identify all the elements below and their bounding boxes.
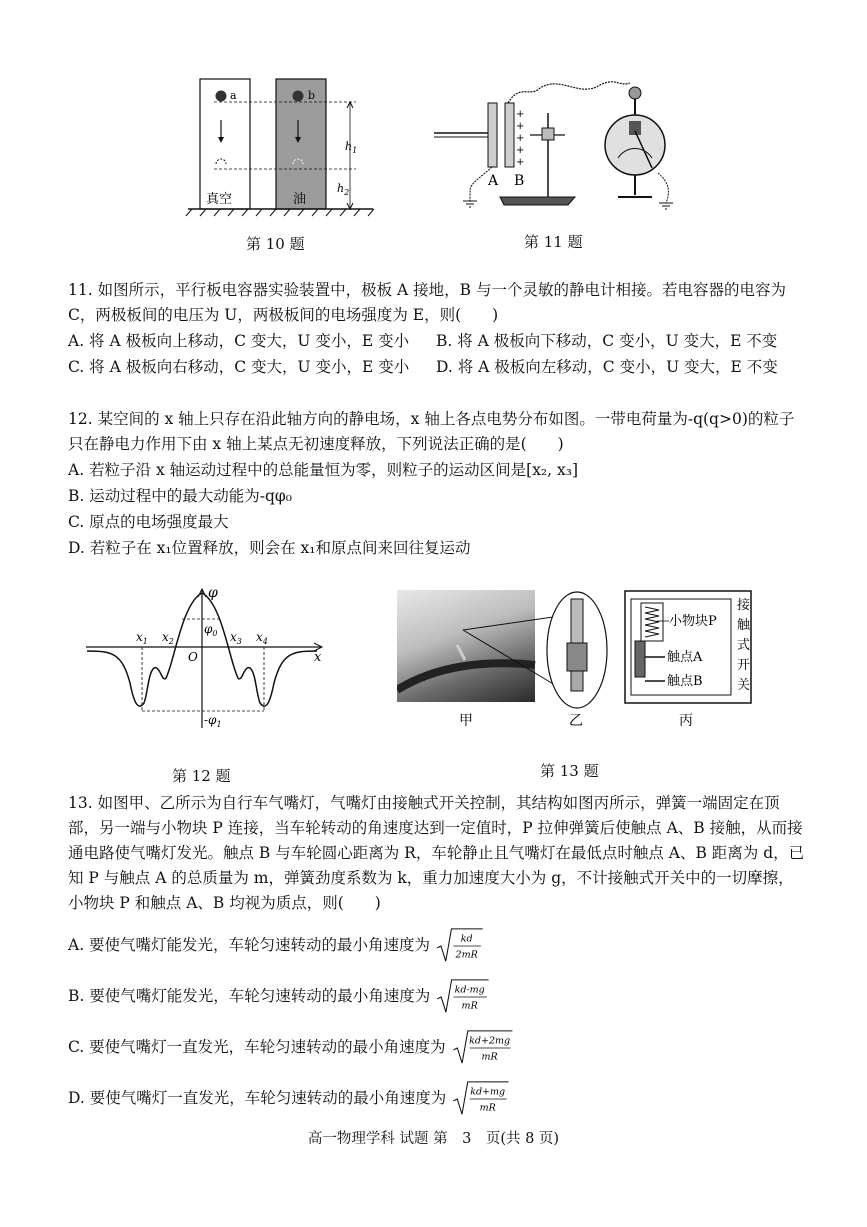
label-phi0: $\varphi_0$: [204, 622, 218, 638]
svg-text:+: +: [516, 145, 525, 156]
label-x2: $x_2$: [162, 630, 174, 646]
label-h2: $h_2$: [337, 182, 350, 197]
figure-10: [178, 75, 378, 220]
figure-11: [430, 73, 690, 223]
label-x-axis: x: [314, 650, 322, 665]
option-b: B. 将 A 极板向下移动，C 变小，U 变大，E 不变: [436, 332, 778, 350]
label-phi: φ: [208, 585, 218, 601]
sqrt-formula: [451, 1029, 515, 1067]
block-p: [635, 641, 645, 677]
sqrt-formula: [435, 978, 491, 1016]
label-origin: O: [188, 650, 198, 664]
figure-12: [82, 583, 332, 733]
label-block-p: 小物块P: [669, 614, 717, 629]
label-x3: $x_3$: [230, 630, 242, 646]
label-x1: $x_1$: [136, 630, 148, 646]
option-c: C. 原点的电场强度最大: [68, 513, 229, 531]
plate-A: [488, 103, 497, 167]
option-d: D. 若粒子在 x₁位置释放，则会在 x₁和原点间来回往复运动: [68, 539, 471, 557]
svg-text:+: +: [516, 133, 525, 144]
question-11: [68, 278, 807, 380]
question-stem: 11. 如图所示，平行板电容器实验装置中，极板 A 接地，B 与一个灵敏的静电计相接。若电容器的电容为 C，两极板间的电压为 U，两极板间的电场强度为 E，则( ): [68, 281, 786, 324]
sqrt-formula: [435, 927, 485, 965]
option-c: C. 要使气嘴灯一直发光，车轮匀速转动的最小角速度为 kd+2mg mR: [68, 1029, 807, 1067]
label-contact-switch: [737, 597, 751, 693]
svg-text:+: +: [516, 109, 525, 120]
label-contact-b: 触点B: [667, 674, 703, 689]
svg-text:式: 式: [737, 638, 751, 653]
caption-fig10: 第 10 题: [246, 235, 305, 253]
svg-text:mR: mR: [479, 1102, 496, 1114]
svg-text:关: 关: [737, 678, 751, 693]
label-a: a: [230, 89, 237, 102]
option-a: A. 若粒子沿 x 轴运动过程中的总能量恒为零，则粒子的运动区间是[x₂, x₃]: [68, 461, 579, 479]
page-footer: 高一物理学科 试题 第 3 页(共 8 页): [307, 1131, 560, 1147]
option-d: D. 将 A 极板向左移动，C 变小，U 变大，E 不变: [436, 358, 778, 376]
option-b: B. 运动过程中的最大动能为-qφ₀: [68, 487, 292, 505]
label-B: B: [514, 173, 525, 189]
label-b: b: [308, 89, 316, 102]
option-b: B. 要使气嘴灯能发光，车轮匀速转动的最小角速度为 kd-mg mR: [68, 978, 807, 1016]
svg-text:接: 接: [737, 598, 751, 613]
ball-a: [216, 91, 227, 102]
question-12: [68, 407, 807, 561]
question-stem: 12. 某空间的 x 轴上只存在沿此轴方向的静电场，x 轴上各点电势分布如图。一带电荷量为-q(q>0)的粒子只在静电力作用下由 x 轴上某点无初速度释放，下列说法正确的是( ): [68, 410, 795, 453]
label-vacuum: 真空: [206, 192, 233, 207]
label-h1: $h_1$: [345, 140, 358, 155]
option-d: D. 要使气嘴灯一直发光，车轮匀速转动的最小角速度为 kd+mg mR: [68, 1080, 807, 1118]
label-yi: 乙: [569, 713, 583, 729]
label-x4: $x_4$: [256, 630, 268, 646]
label-contact-a: 触点A: [667, 650, 703, 665]
sqrt-formula: [451, 1080, 511, 1118]
svg-text:kd: kd: [460, 933, 473, 945]
svg-text:+: +: [516, 121, 525, 132]
svg-text:开: 开: [737, 658, 751, 673]
svg-text:+: +: [516, 157, 525, 168]
label-bing: 丙: [679, 713, 693, 729]
svg-text:触: 触: [737, 618, 751, 633]
caption-fig13: 第 13 题: [540, 762, 599, 780]
label-jia: 甲: [459, 713, 473, 729]
label-A: A: [488, 173, 499, 189]
svg-text:kd+2mg: kd+2mg: [468, 1035, 510, 1047]
option-a: A. 要使气嘴灯能发光，车轮匀速转动的最小角速度为 kd 2mR: [68, 927, 807, 965]
caption-fig11: 第 11 题: [524, 233, 583, 251]
svg-text:kd+mg: kd+mg: [470, 1086, 506, 1098]
caption-fig12: 第 12 题: [172, 767, 231, 785]
question-13: [68, 791, 807, 916]
plate-B: [505, 103, 514, 167]
ball-b: [293, 91, 304, 102]
svg-text:2mR: 2mR: [455, 949, 478, 961]
svg-text:mR: mR: [481, 1051, 498, 1063]
figure-13: [397, 585, 767, 735]
option-c: C. 将 A 极板向右移动，C 变大，U 变小，E 变小: [68, 358, 410, 376]
svg-text:mR: mR: [461, 1000, 478, 1012]
question-stem: 13. 如图甲、乙所示为自行车气嘴灯，气嘴灯由接触式开关控制，其结构如图丙所示，弹簧一端固定在顶部，另一端与小物块 P 连接，当车轮转动的角速度达到一定值时，P 拉伸弹簧后使触点 A、B 接触，从而接通电路使气嘴灯发光。触点 B 与车轮圆心距离为 R，车轮静止且气嘴灯在最低点时触点 A、B 距离为 d，已知 P 与触点 A 的总质量为 m，弹簧劲度系数为 k，重力加速度大小为 g，不计接触式开关中的一切摩擦，小物块 P 和触点 A、B 均视为质点，则( ): [68, 794, 805, 912]
label-oil: 油: [293, 192, 307, 207]
svg-text:kd-mg: kd-mg: [454, 984, 485, 996]
label-neg-phi1: $-\varphi_1$: [204, 713, 222, 729]
option-a: A. 将 A 极板向上移动，C 变大，U 变小，E 变小: [68, 332, 410, 350]
